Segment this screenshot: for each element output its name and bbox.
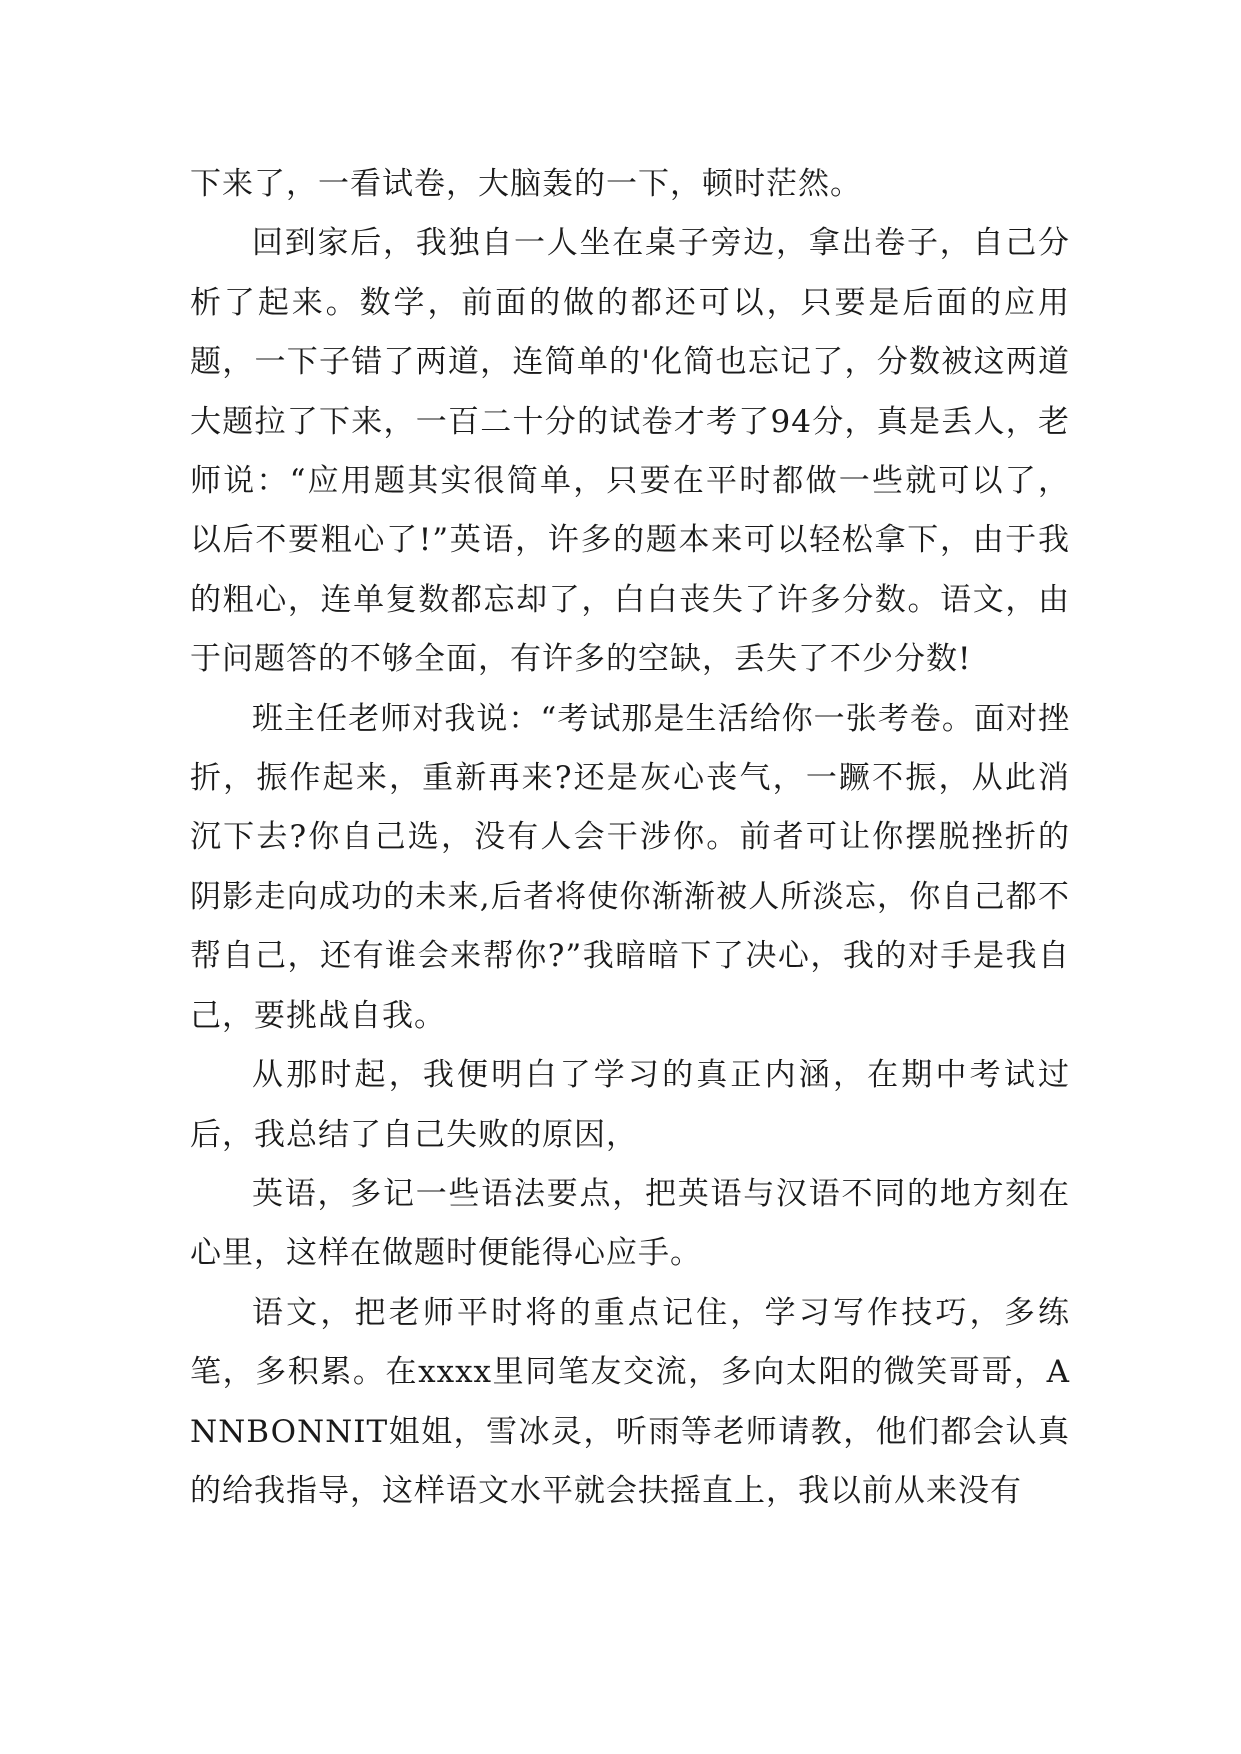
document-body — [190, 155, 1070, 1521]
paragraph: 下来了，一看试卷，大脑轰的一下，顿时茫然。 — [190, 166, 862, 202]
paragraph: 英语，多记一些语法要点，把英语与汉语不同的地方刻在心里，这样在做题时便能得心应手。 — [190, 1175, 1070, 1272]
paragraph: 班主任老师对我说：“考试那是生活给你一张考卷。面对挫折，振作起来，重新再来?还是灰心丧气，一蹶不振，从此消沉下去?你自己选，没有人会干涉你。前者可让你摆脱挫折的阴影走向成功的未来,后者将使你渐渐被人所淡忘，你自己都不帮自己，还有谁会来帮你?”我暗暗下了决心，我的对手是我自己，要挑战自我。 — [190, 700, 1070, 1034]
paragraph: 语文，把老师平时将的重点记住，学习写作技巧，多练笔，多积累。在xxxx里同笔友交流，多向太阳的微笑哥哥，ANNBONNIT姐姐，雪冰灵，听雨等老师请教，他们都会认真的给我指导，这样语文水平就会扶摇直上，我以前从来没有 — [190, 1294, 1070, 1509]
paragraph: 从那时起，我便明白了学习的真正内涵，在期中考试过后，我总结了自己失败的原因， — [190, 1057, 1070, 1153]
paragraph: 回到家后，我独自一人坐在桌子旁边，拿出卷子，自己分析了起来。数学，前面的做的都还可以，只要是后面的应用题，一下子错了两道，连简单的'化简也忘记了，分数被这两道大题拉了下来，一百二十分的试卷才考了94分，真是丢人，老师说：“应用题其实很简单，只要在平时都做一些就可以了，以后不要粗心了!”英语，许多的题本来可以轻松拿下，由于我的粗心，连单复数都忘却了，白白丧失了许多分数。语文，由于问题答的不够全面，有许多的空缺，丢失了不少分数! — [190, 225, 1070, 678]
